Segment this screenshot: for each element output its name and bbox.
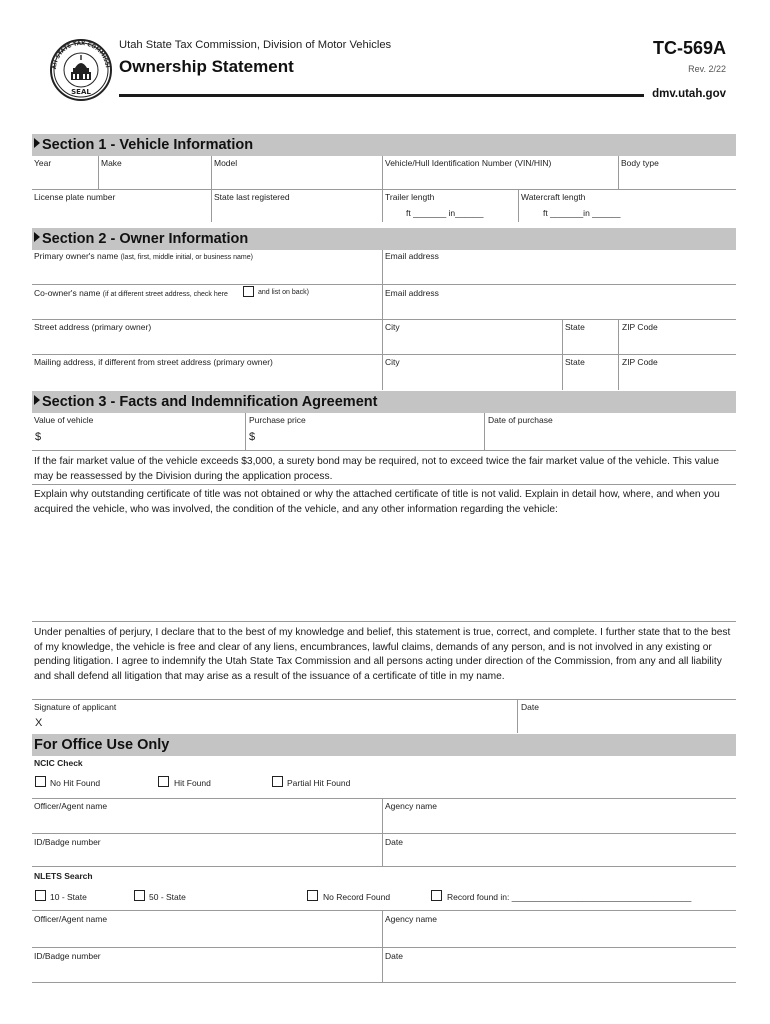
no-hit-found-checkbox[interactable] xyxy=(35,776,46,787)
header-rule xyxy=(119,94,644,97)
perjury-declaration: Under penalties of perjury, I declare that to the best of my knowledge and belief, this statement is true, correct, and complete. I further state that to the best of my knowledge, the vehicle is free and clear of any liens, encumbrances, lawful claims, demands of any person, and is not involved in any existing or pending litigation. I agree to indemnify the Utah State Tax Commission and all persons acting under direction of the Commission, from any and all liability and shall defend all litigation that may arise as a result of the issuance of a certificate of title in my name. xyxy=(34,627,731,682)
mailing-address-label: Mailing address, if different from street address (primary owner) xyxy=(34,357,273,367)
officer1-label: Officer/Agent name xyxy=(34,801,108,811)
divider xyxy=(32,284,736,285)
purchase-price-field[interactable]: $ xyxy=(249,431,256,443)
value-of-vehicle-field[interactable]: $ xyxy=(35,431,42,443)
state2-label: State xyxy=(565,357,585,367)
coowner-label xyxy=(34,288,228,298)
divider xyxy=(32,450,736,451)
office-use-header xyxy=(32,734,736,756)
partial-hit-found-label: Partial Hit Found xyxy=(287,778,351,788)
triangle-marker-icon xyxy=(34,232,40,242)
divider xyxy=(32,699,736,700)
city2-label: City xyxy=(385,357,400,367)
watercraft-length-field[interactable]: ft _______in ______ xyxy=(543,208,621,218)
divider xyxy=(484,413,485,450)
coowner-hint-end: and list on back) xyxy=(258,289,309,296)
state-seal xyxy=(44,38,118,102)
divider xyxy=(98,156,99,189)
divider xyxy=(32,354,736,355)
divider xyxy=(32,866,736,867)
explanation-instructions: Explain why outstanding certificate of title was not obtained or why the attached certificate of title is not valid. Explain in detail how, where, and when you acquired the vehicle, who was involved, the condition of the vehicle, and any other information regarding the vehicle: xyxy=(34,489,720,515)
website: dmv.utah.gov xyxy=(652,88,726,100)
section3-header xyxy=(32,391,736,413)
ten-state-checkbox[interactable] xyxy=(35,890,46,901)
section1-header xyxy=(32,134,736,156)
officer2-label: Officer/Agent name xyxy=(34,914,108,924)
agency1-label: Agency name xyxy=(385,801,437,811)
date1-label: Date xyxy=(385,837,403,847)
coowner-text: Co-owner's name xyxy=(34,288,101,298)
triangle-marker-icon xyxy=(34,138,40,148)
ncic-check-label: NCIC Check xyxy=(34,758,83,768)
section2-header xyxy=(32,228,736,250)
record-found-label[interactable]: Record found in: ______________________________________ xyxy=(447,892,692,902)
divider xyxy=(32,621,736,622)
svg-text:UTAH STATE TAX COMMISSION: AH STATE TAX COMMISSI xyxy=(51,40,110,70)
divider xyxy=(518,189,519,222)
section1-title: Section 1 - Vehicle Information xyxy=(42,137,254,153)
street-address-label: Street address (primary owner) xyxy=(34,322,152,332)
triangle-marker-icon xyxy=(34,395,40,405)
divider xyxy=(32,947,736,948)
model-label: Model xyxy=(214,158,238,168)
hit-found-checkbox[interactable] xyxy=(158,776,169,787)
agency2-label: Agency name xyxy=(385,914,437,924)
badge2-label: ID/Badge number xyxy=(34,951,101,961)
signature-date-label: Date xyxy=(521,702,539,712)
make-label: Make xyxy=(101,158,122,168)
section3-title: Section 3 - Facts and Indemnification Agreement xyxy=(42,394,378,410)
divider xyxy=(517,699,518,733)
divider xyxy=(382,798,383,866)
email2-label: Email address xyxy=(385,288,439,298)
office-use-title: For Office Use Only xyxy=(34,737,170,753)
record-found-checkbox[interactable] xyxy=(431,890,442,901)
partial-hit-found-checkbox[interactable] xyxy=(272,776,283,787)
fifty-state-checkbox[interactable] xyxy=(134,890,145,901)
divider xyxy=(32,484,736,485)
badge1-label: ID/Badge number xyxy=(34,837,101,847)
primary-owner-text: Primary owner's name xyxy=(34,251,119,261)
signature-label: Signature of applicant xyxy=(34,702,117,712)
divider xyxy=(382,910,383,982)
zip2-label: ZIP Code xyxy=(622,357,658,367)
body-type-label: Body type xyxy=(621,158,659,168)
revision-date: Rev. 2/22 xyxy=(688,64,726,74)
divider xyxy=(382,250,383,390)
svg-text:SEAL: SEAL xyxy=(71,88,91,96)
divider xyxy=(618,156,619,189)
zip1-label: ZIP Code xyxy=(622,322,658,332)
primary-owner-label xyxy=(34,251,253,261)
city1-label: City xyxy=(385,322,400,332)
trailer-length-field[interactable]: ft _______ in______ xyxy=(406,208,484,218)
date2-label: Date xyxy=(385,951,403,961)
no-record-found-label: No Record Found xyxy=(323,892,391,902)
divider xyxy=(245,413,246,450)
email1-label: Email address xyxy=(385,251,439,261)
coowner-hint: (if at different street address, check here xyxy=(102,291,228,298)
surety-bond-notice: If the fair market value of the vehicle exceeds $3,000, a surety bond may be required, not to exceed twice the fair market value of the vehicle. This value may be reassessed by the Division during the application process. xyxy=(34,456,720,482)
watercraft-length-label: Watercraft length xyxy=(521,192,586,202)
state-last-registered-label: State last registered xyxy=(214,192,290,202)
trailer-length-label: Trailer length xyxy=(385,192,435,202)
explanation-area[interactable] xyxy=(32,518,736,620)
license-plate-label: License plate number xyxy=(34,192,116,202)
hit-found-label: Hit Found xyxy=(174,778,211,788)
no-record-found-checkbox[interactable] xyxy=(307,890,318,901)
seal-icon xyxy=(44,38,118,102)
purchase-price-label: Purchase price xyxy=(249,415,306,425)
divider xyxy=(32,189,736,190)
vin-label: Vehicle/Hull Identification Number (VIN/HIN) xyxy=(385,158,552,168)
agency-name: Utah State Tax Commission, Division of Motor Vehicles xyxy=(119,39,392,51)
date-of-purchase-label: Date of purchase xyxy=(488,415,553,425)
form-title: Ownership Statement xyxy=(119,57,294,76)
divider xyxy=(32,982,736,983)
coowner-different-address-checkbox[interactable] xyxy=(243,286,254,297)
divider xyxy=(32,319,736,320)
divider xyxy=(32,798,736,799)
fifty-state-label: 50 - State xyxy=(149,892,186,902)
no-hit-found-label: No Hit Found xyxy=(50,778,101,788)
year-label: Year xyxy=(34,158,52,168)
form-number: TC-569A xyxy=(652,38,726,58)
divider xyxy=(32,910,736,911)
state1-label: State xyxy=(565,322,585,332)
nlets-search-label: NLETS Search xyxy=(34,871,93,881)
section2-title: Section 2 - Owner Information xyxy=(42,231,249,247)
ten-state-label: 10 - State xyxy=(50,892,87,902)
signature-field[interactable]: X xyxy=(35,717,43,729)
divider xyxy=(32,833,736,834)
primary-owner-hint: (last, first, middle initial, or business name) xyxy=(120,254,253,261)
value-of-vehicle-label: Value of vehicle xyxy=(34,415,94,425)
